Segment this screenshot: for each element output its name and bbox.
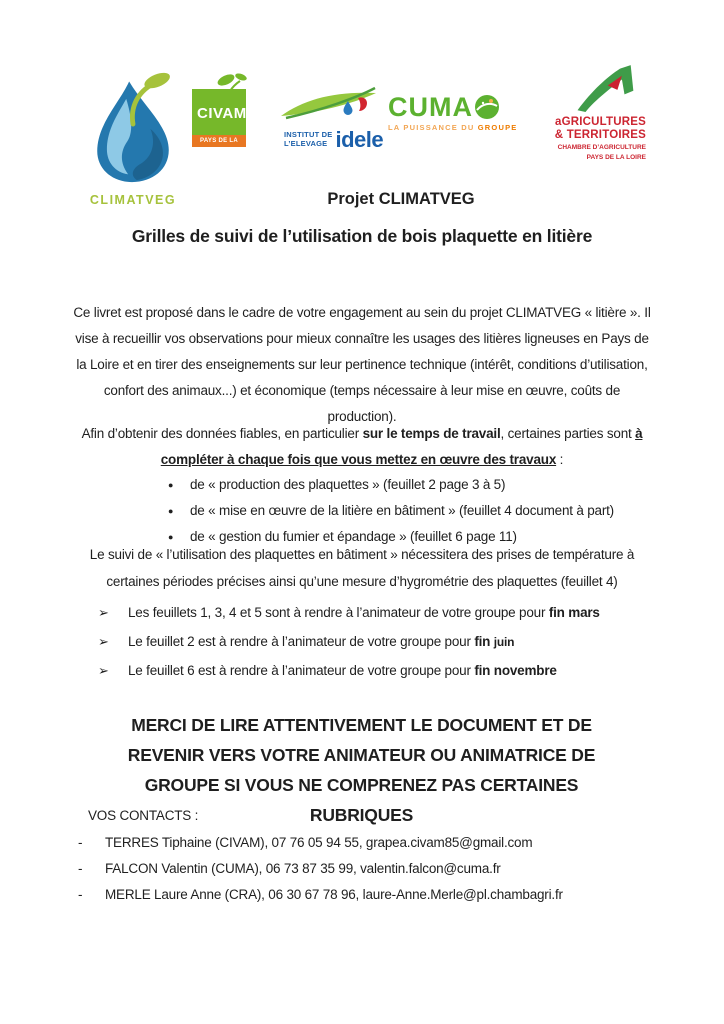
idele-swoosh-icon	[278, 86, 382, 124]
arrow-bullet-icon: ➢	[98, 663, 109, 678]
deadline-date: fin mars	[548, 605, 600, 620]
contact-terres	[78, 830, 638, 856]
chambre-title-line1: aGRICULTURES	[555, 116, 646, 128]
bullet-icon: ●	[168, 480, 174, 490]
bullet-item-text: de « production des plaquettes » (feuillet 2 page 3 à 5)	[190, 477, 506, 492]
chambre-sub-line1: CHAMBRE D’AGRICULTURE	[557, 144, 646, 151]
arrow-bullet-icon: ➢	[98, 634, 109, 649]
bullet-icon: ●	[168, 506, 174, 516]
instructions-part2: , certaines parties sont	[500, 426, 636, 441]
deadline-text: Les feuillets 1, 3, 4 et 5 sont à rendre à l’animateur de votre groupe pour	[128, 605, 549, 620]
civam-logo-square	[192, 89, 246, 135]
cuma-tagline-strong: GROUPE	[477, 123, 518, 132]
climatveg-drop-leaf-icon	[83, 68, 183, 184]
intro-paragraph: Ce livret est proposé dans le cadre de votre engagement au sein du projet CLIMATVEG « litière ». Il vise à recueillir vos observations pour mieux connaître les usages des litières ligneuses en Pays de la Loire et en tirer des enseignements sur leur pertinence technique (intérêt, conditions d’utilisation, confort des animaux...) et économique (temps nécessaire à leur mise en œuvre, coûts de production).	[73, 305, 651, 424]
deadline-text: Le feuillet 6 est à rendre à l’animateur de votre groupe pour	[128, 663, 475, 678]
climatveg-logo-label: CLIMATVEG	[89, 193, 177, 207]
contact-falcon	[78, 856, 638, 882]
contacts-heading: VOS CONTACTS :	[88, 808, 199, 823]
suivi-paragraph: Le suivi de « l’utilisation des plaquettes en bâtiment » nécessitera des prises de température à certaines périodes précises ainsi qu’une mesure d’hygrométrie des plaquettes (feuillet 4)	[89, 547, 635, 589]
contact-text: MERLE Laure Anne (CRA), 06 30 67 78 96, laure-Anne.Merle@pl.chambagri.fr	[105, 887, 563, 902]
contact-merle	[78, 882, 638, 908]
dash-bullet: -	[78, 835, 83, 850]
idele-logo-text	[284, 127, 384, 152]
arrow-bullet-icon: ➢	[98, 605, 109, 620]
deadline-item-1	[98, 600, 658, 626]
chambre-agriculture-logo	[526, 64, 646, 162]
contact-text: TERRES Tiphaine (CIVAM), 07 76 05 94 55, grapea.civam85@gmail.com	[105, 835, 533, 850]
idele-logo	[278, 86, 384, 152]
idele-institut-line2: L’ELEVAGE	[284, 138, 328, 148]
main-title: Grilles de suivi de l’utilisation de bois plaquette en litière	[131, 226, 593, 246]
civam-logo-name: CIVAM	[197, 105, 247, 122]
chambre-sub-line2: PAYS DE LA LOIRE	[586, 154, 646, 161]
project-title: Projet CLIMATVEG	[327, 190, 475, 208]
chambre-title-line2: & TERRITOIRES	[554, 129, 646, 141]
climatveg-logo	[72, 68, 194, 207]
bullet-item-litiere	[168, 498, 648, 524]
bullet-item-text: de « mise en œuvre de la litière en bâtiment » (feuillet 4 document à part)	[190, 503, 614, 518]
bullet-icon: ●	[168, 532, 174, 542]
contact-text: FALCON Valentin (CUMA), 06 73 87 35 99, valentin.falcon@cuma.fr	[105, 861, 501, 876]
instructions-bold-underline: à compléter à chaque fois que vous mettez en œuvre des travaux	[160, 426, 643, 467]
cuma-globe-icon	[475, 95, 499, 119]
dash-bullet: -	[78, 861, 83, 876]
deadline-item-2	[98, 629, 658, 655]
cuma-logo	[388, 94, 518, 132]
bullet-item-text: de « gestion du fumier et épandage » (feuillet 6 page 11)	[190, 529, 517, 544]
deadline-date-alt: juin	[493, 635, 515, 649]
bullet-item-production	[168, 472, 648, 498]
civam-logo-region: PAYS DE LA LOIRE	[192, 135, 246, 147]
idele-brand: idele	[335, 127, 384, 152]
cuma-tagline-light: LA PUISSANCE DU	[388, 123, 478, 132]
dash-bullet: -	[78, 887, 83, 902]
instructions-part1: Afin d’obtenir des données fiables, en particulier	[81, 426, 363, 441]
chambre-bird-icon	[574, 64, 636, 114]
instructions-part3: :	[556, 452, 564, 467]
cuma-brand: CUMA	[388, 92, 473, 122]
deadline-date: fin novembre	[474, 663, 557, 678]
notice-paragraph: MERCI DE LIRE ATTENTIVEMENT LE DOCUMENT ET DE REVENIR VERS VOTRE ANIMATEUR OU ANIMATRICE DE GROUPE SI VOUS NE COMPRENEZ PAS CERTAINES RUBRIQUES	[127, 715, 596, 825]
idele-institut-line1: INSTITUT DE	[284, 130, 333, 139]
instructions-bold-time: sur le temps de travail	[362, 426, 501, 441]
instructions-paragraph	[70, 421, 654, 473]
cuma-tagline	[388, 123, 518, 132]
deadline-text: Le feuillet 2 est à rendre à l’animateur de votre groupe pour	[128, 634, 475, 649]
deadline-date: fin	[474, 634, 494, 649]
deadline-item-3	[98, 658, 658, 684]
